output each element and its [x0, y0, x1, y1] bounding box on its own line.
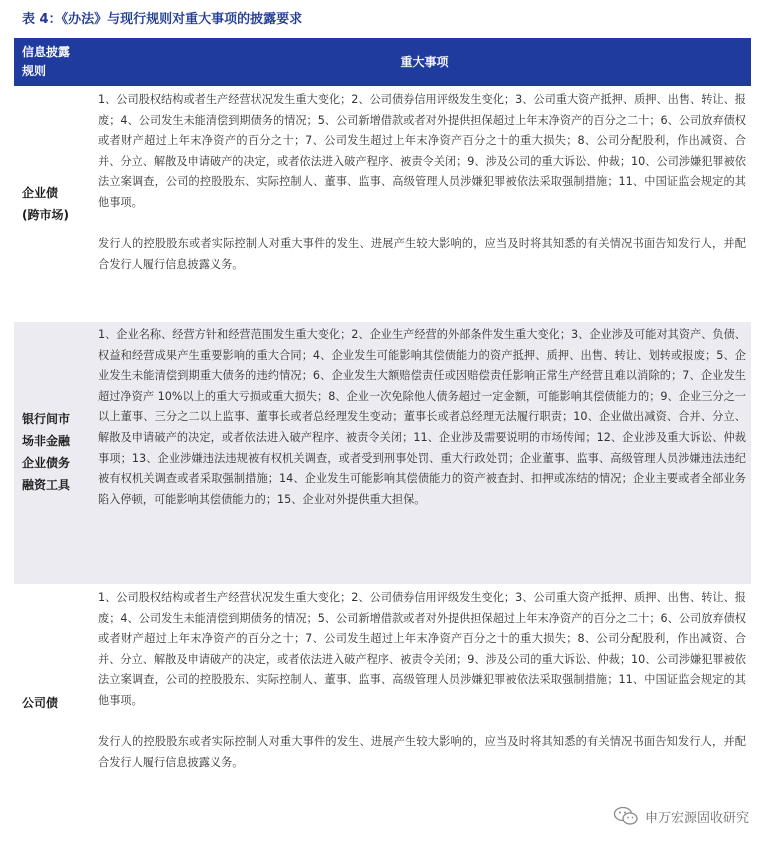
row-paragraph: 1、公司股权结构或者生产经营状况发生重大变化；2、公司债券信用评级发生变化；3、公司重大资产抵押、质押、出售、转让、报废；4、公司发生未能清偿到期债务的情况；5、公司新增借款或者对外提供担保超过上年末净资产的百分之二十；6、公司放弃债权或者财产超过上年末净资产的百分之十；7、公司发生超过上年末净资产百分之十的重大损失；8、公司分配股利，作出减资、合并、分立、解散及申请破产的决定，或者依法进入破产程序、被责令关闭；9、涉及公司的重大诉讼、仲裁；10、公司涉嫌犯罪被依法立案调查，公司的控股股东、实际控制人、董事、监事、高级管理人员涉嫌犯罪被依法采取强制措施；11、中国证监会规定的其他事项。: [98, 591, 746, 707]
row-label: [22, 182, 92, 226]
row-paragraph: 发行人的控股股东或者实际控制人对重大事件的发生、进展产生较大影响的，应当及时将其知悉的有关情况书面告知发行人，并配合发行人履行信息披露义务。: [98, 735, 746, 769]
row-label-line: 银行间市: [22, 412, 71, 426]
header-col-matters: 重大事项: [400, 55, 449, 69]
table-row-corporate-bond: [14, 584, 751, 820]
row-paragraph: 1、公司股权结构或者生产经营状况发生重大变化；2、公司债券信用评级发生变化；3、公司重大资产抵押、质押、出售、转让、报废；4、公司发生未能清偿到期债务的情况；5、公司新增借款或者对外提供担保超过上年末净资产的百分之二十；6、公司放弃债权或者财产超过上年末净资产的百分之十；7、公司发生超过上年末净资产百分之十的重大损失；8、公司分配股利，作出减资、合并、分立、解散及申请破产的决定，或者依法进入破产程序、被责令关闭；9、涉及公司的重大诉讼、仲裁；10、公司涉嫌犯罪被依法立案调查，公司的控股股东、实际控制人、董事、监事、高级管理人员涉嫌犯罪被依法采取强制措施；11、中国证监会规定的其他事项。: [98, 93, 746, 209]
row-label-line: 场非金融: [22, 434, 71, 448]
table-row-interbank-debt-instruments: [14, 322, 751, 584]
row-label-line: 企业债务: [22, 456, 71, 470]
row-content: [98, 325, 746, 510]
wechat-icon: [613, 806, 639, 826]
row-content: [98, 588, 746, 773]
watermark: [613, 806, 749, 826]
row-label-line: 融资工具: [22, 478, 71, 492]
row-label: [22, 692, 92, 714]
header-col-rules-line2: 规则: [22, 64, 47, 78]
header-col-rules: [22, 43, 92, 81]
row-label-line: 企业债: [22, 186, 59, 200]
row-label-line: (跨市场): [22, 208, 69, 222]
watermark-text: 申万宏源固收研究: [644, 810, 749, 826]
table-title: 表 4：《办法》与现行规则对重大事项的披露要求: [22, 12, 303, 27]
row-content: [98, 90, 746, 275]
row-label-line: 公司债: [22, 696, 59, 710]
row-paragraph: 1、企业名称、经营方针和经营范围发生重大变化；2、企业生产经营的外部条件发生重大变化；3、企业涉及可能对其资产、负债、权益和经营成果产生重要影响的重大合同；4、企业发生可能影响其偿债能力的资产抵押、质押、出售、转让、划转或报废；5、企业发生未能清偿到期重大债务的违约情况；6、企业发生大额赔偿责任或因赔偿责任影响正常生产经营且难以消除的；7、企业发生超过净资产 10%以上的重大亏损或重大损失；8、企业一次免除他人债务超过一定金额，可能影响其偿债能力的；9、企业三分之一以上董事、三分之二以上监事、董事长或者总经理发生变动；董事长或者总经理无法履行职责；10、企业做出减资、合并、分立、解散及申请破产的决定，或者依法进入破产程序、被责令关闭；11、企业涉及需要说明的市场传闻；12、企业涉及重大诉讼、仲裁事项；13、企业涉嫌违法违规被有权机关调查，或者受到刑事处罚、重大行政处罚；企业董事、监事、高级管理人员涉嫌违法违纪被有权机关调查或者采取强制措施；14、企业发生可能影响其偿债能力的资产被查封、扣押或冻结的情况；企业主要或者全部业务陷入停顿，可能影响其偿债能力的；15、企业对外提供重大担保。: [98, 328, 746, 506]
table-row-enterprise-bond: [14, 86, 751, 322]
table-header: [14, 38, 751, 86]
row-label: [22, 408, 92, 496]
row-paragraph: 发行人的控股股东或者实际控制人对重大事件的发生、进展产生较大影响的，应当及时将其知悉的有关情况书面告知发行人，并配合发行人履行信息披露义务。: [98, 237, 746, 271]
header-col-rules-line1: 信息披露: [22, 45, 71, 59]
